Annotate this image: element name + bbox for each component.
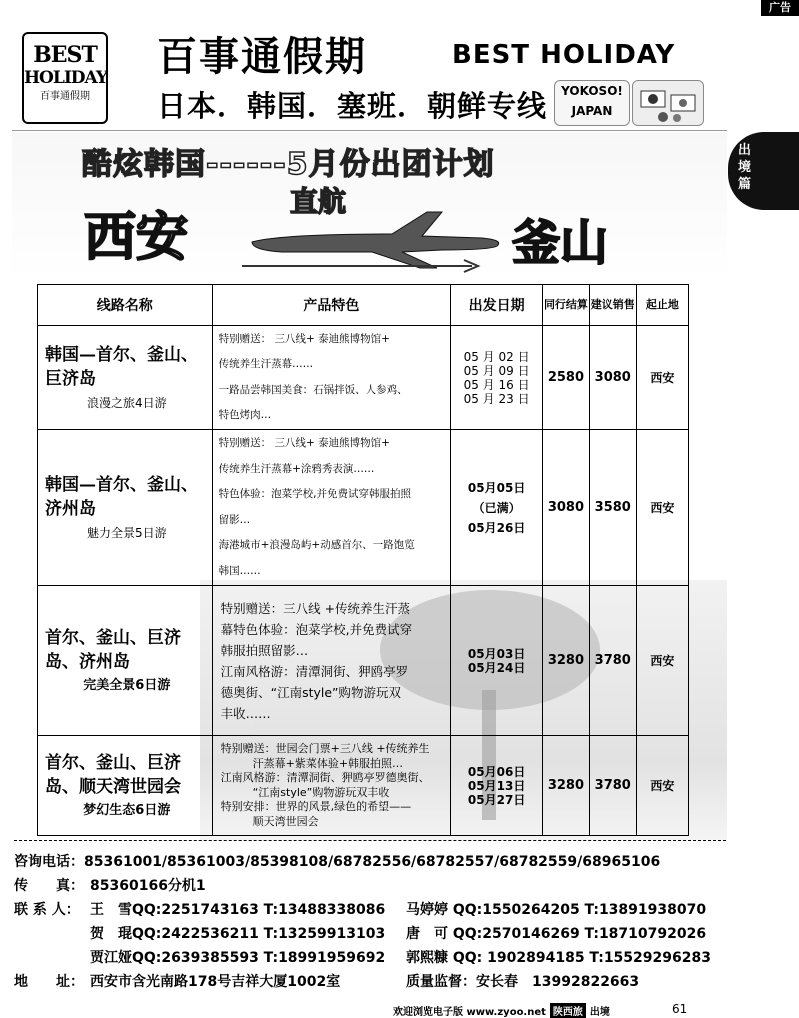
retail-price: 3580 xyxy=(589,430,636,586)
contact-label: 联 系 人： xyxy=(14,902,80,918)
contact-person[interactable]: 贺 琨QQ:2422536211 T:13259913103 xyxy=(90,926,386,942)
page-number: 61 xyxy=(672,1002,688,1016)
fax-label: 传 真： xyxy=(14,878,84,894)
feature-line: 德奥街、“江南style”购物游玩双 xyxy=(220,684,402,700)
route-duration: 浪漫之旅4日游 xyxy=(86,395,167,410)
departure-date: 05月06日 xyxy=(467,764,526,779)
header-peer-price: 同行结算 xyxy=(543,285,590,326)
origin: 西安 xyxy=(636,430,688,586)
peer-price: 3280 xyxy=(543,736,590,836)
feature-line: 韩国…… xyxy=(218,564,261,577)
feature-line: “江南style”购物游玩双丰收 xyxy=(252,785,390,799)
logo-line1: BEST xyxy=(33,42,97,68)
contact-person[interactable]: 王 雪QQ:2251743163 T:13488338086 xyxy=(90,902,386,918)
feature-line: 顺天湾世园会 xyxy=(252,814,319,828)
retail-price: 3780 xyxy=(589,586,636,736)
phone-label: 咨询电话： xyxy=(14,854,84,870)
departure-date: 05 月 23 日 xyxy=(463,391,530,406)
departure-date: 05月27日 xyxy=(467,792,526,807)
header xyxy=(12,20,727,131)
table-row[interactable] xyxy=(38,736,689,836)
feature-line: 留影… xyxy=(218,513,251,526)
supervisor-label: 质量监督： xyxy=(406,974,476,990)
city-to: 釜山 xyxy=(512,215,609,271)
dates-cell xyxy=(451,326,543,430)
address-row xyxy=(14,971,639,991)
section-tab-label: 出境篇 xyxy=(738,143,752,192)
feature-line: 特色烤肉… xyxy=(218,409,272,421)
table-header-row xyxy=(38,285,689,326)
route-name: 首尔、釜山、巨济岛、顺天湾世园会 xyxy=(45,752,181,797)
fax-number[interactable]: 85360166分机1 xyxy=(90,878,206,894)
feature-line: 韩服拍照留影… xyxy=(220,642,309,658)
contact-info xyxy=(14,840,726,990)
banner xyxy=(12,132,727,280)
airplane-icon xyxy=(242,204,512,274)
route-name-cell xyxy=(38,430,213,586)
departure-date: 05月05日 xyxy=(467,480,526,495)
direct-flight-label: 直航 xyxy=(290,185,347,218)
route-name-cell xyxy=(38,326,213,430)
magazine-logo: 陕西旅 xyxy=(550,1003,586,1018)
logo-line2: HOLIDAY xyxy=(24,68,107,88)
contact-row xyxy=(14,899,706,919)
route-name-cell xyxy=(38,736,213,836)
route-name: 首尔、釜山、巨济岛、济州岛 xyxy=(45,627,181,672)
departure-date: 05月13日 xyxy=(467,778,526,793)
address: 西安市含光南路178号吉祥大厦1002室 xyxy=(90,974,341,990)
departure-date: 05 月 09 日 xyxy=(463,363,530,378)
supervisor[interactable]: 安长春 13992822663 xyxy=(476,974,640,990)
feature-line: 特别赠送：世园会门票+三八线 +传统养生 xyxy=(220,742,430,755)
badge-line2: JAPAN xyxy=(571,104,613,118)
table-row[interactable] xyxy=(38,430,689,586)
feature-line: 特别赠送： 三八线+ 泰迪熊博物馆+ xyxy=(218,437,390,449)
departure-date: 05月26日 xyxy=(467,520,526,535)
departure-date: 05月24日 xyxy=(467,660,526,675)
footer-text[interactable]: 欢迎浏览电子版 www.zyoo.net xyxy=(393,1007,546,1018)
retail-price: 3080 xyxy=(589,326,636,430)
features-cell xyxy=(212,736,451,836)
route-name: 韩国—首尔、釜山、济州岛 xyxy=(45,474,198,519)
departure-date: 05 月 02 日 xyxy=(463,349,530,364)
brand-name-en: BEST HOLIDAY xyxy=(452,40,676,70)
badge-line1: YOKOSO! xyxy=(561,84,623,98)
city-from: 西安 xyxy=(84,208,189,268)
phone-row xyxy=(14,851,660,871)
feature-line: 特色体验：泡菜学校,并免费试穿韩服拍照 xyxy=(218,488,411,500)
dates-cell xyxy=(451,586,543,736)
header-route-name: 线路名称 xyxy=(38,285,213,326)
features-cell xyxy=(212,326,451,430)
route-duration: 魅力全景5日游 xyxy=(86,525,167,540)
route-name: 韩国—首尔、釜山、巨济岛 xyxy=(45,344,198,389)
contact-person[interactable]: 马婷婷 QQ:1550264205 T:13891938070 xyxy=(406,902,707,918)
footer-section: 出境 xyxy=(589,1007,610,1018)
feature-line: 丰收…… xyxy=(220,705,271,721)
brand-name-cn: 百事通假期 xyxy=(157,34,367,80)
peer-price: 3280 xyxy=(543,586,590,736)
banner-title: 酷炫韩国------5月份出团计划 xyxy=(82,147,495,182)
features-cell xyxy=(212,430,451,586)
peer-price: 2580 xyxy=(543,326,590,430)
departure-date: 05月03日 xyxy=(467,646,526,661)
feature-line: 特别赠送：三八线 +传统养生汗蒸 xyxy=(220,600,411,616)
dates-cell xyxy=(451,430,543,586)
header-origin: 起止地 xyxy=(636,285,688,326)
phone-numbers[interactable]: 85361001/85361003/85398108/68782556/68782557/68782559/68965106 xyxy=(84,854,661,870)
flags-icon xyxy=(632,80,704,126)
feature-line: 汗蒸幕+紫菜体验+韩服拍照… xyxy=(252,756,404,770)
ad-tag: 广告 xyxy=(761,0,799,16)
origin: 西安 xyxy=(636,326,688,430)
header-features: 产品特色 xyxy=(212,285,451,326)
contact-person[interactable]: 郭熙糠 QQ: 1902894185 T:15529296283 xyxy=(406,950,711,966)
yokoso-japan-badge xyxy=(554,80,630,126)
header-dates: 出发日期 xyxy=(451,285,543,326)
feature-line: 江南风格游：清潭洞街、狎鸥亭罗德奥街、 xyxy=(220,771,430,784)
origin: 西安 xyxy=(636,736,688,836)
table-row[interactable] xyxy=(38,326,689,430)
tour-table xyxy=(37,284,689,836)
address-label: 地 址： xyxy=(14,974,84,990)
fax-row xyxy=(14,875,206,895)
departure-date: 05 月 16 日 xyxy=(463,377,530,392)
peer-price: 3080 xyxy=(543,430,590,586)
features-cell xyxy=(212,586,451,736)
departure-date-status: （已满） xyxy=(472,500,521,515)
feature-line: 传统养生汗蒸幕…… xyxy=(218,358,314,370)
contact-person[interactable]: 贾江娅QQ:2639385593 T:18991959692 xyxy=(90,950,386,966)
retail-price: 3780 xyxy=(589,736,636,836)
route-duration: 完美全景6日游 xyxy=(83,677,171,693)
footer xyxy=(393,1003,610,1018)
route-lines: 日本．韩国．塞班．朝鲜专线 xyxy=(157,89,548,123)
contact-person[interactable]: 唐 可 QQ:2570146269 T:18710792026 xyxy=(406,926,707,942)
feature-line: 特别赠送： 三八线+ 泰迪熊博物馆+ xyxy=(218,332,390,345)
feature-line: 传统养生汗蒸幕+涂鸦秀表演…… xyxy=(218,462,375,475)
feature-line: 江南风格游：清潭洞街、狎鸥亭罗 xyxy=(220,663,409,679)
logo-cn: 百事通假期 xyxy=(40,91,90,102)
contact-row xyxy=(14,947,711,967)
contact-row xyxy=(14,923,706,943)
header-retail-price: 建议销售 xyxy=(589,285,636,326)
origin: 西安 xyxy=(636,586,688,736)
feature-line: 一路品尝韩国美食：石锅拌饭、人参鸡、 xyxy=(218,383,408,396)
feature-line: 幕特色体验：泡菜学校,并免费试穿 xyxy=(220,621,413,637)
section-tab[interactable] xyxy=(728,132,799,210)
brand-logo xyxy=(22,32,108,124)
table-row[interactable] xyxy=(38,586,689,736)
route-duration: 梦幻生态6日游 xyxy=(83,802,171,818)
dates-cell xyxy=(451,736,543,836)
feature-line: 特别安排：世界的风景,绿色的希望—— xyxy=(220,800,412,813)
feature-line: 海港城市+浪漫岛屿+动感首尔、一路饱览 xyxy=(218,539,415,551)
route-name-cell xyxy=(38,586,213,736)
